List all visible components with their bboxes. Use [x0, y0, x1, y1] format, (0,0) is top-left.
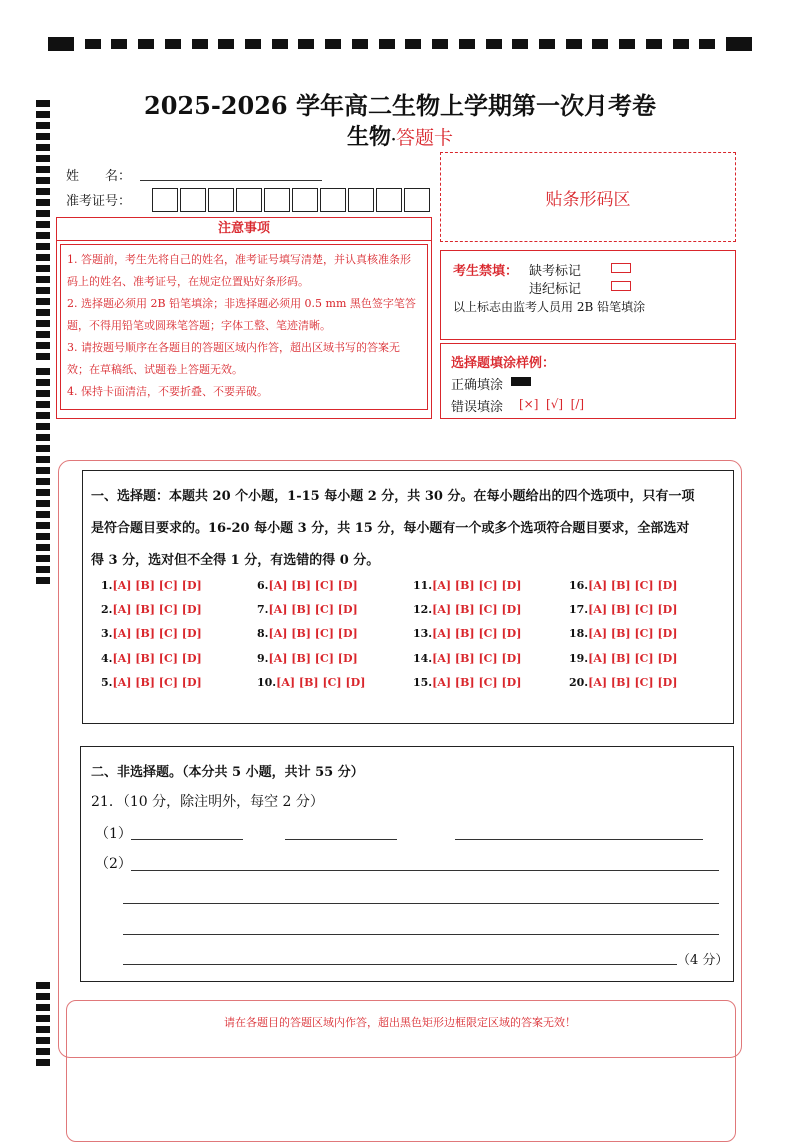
- option-bubbles[interactable]: [A] [B] [C] [D]: [588, 627, 678, 640]
- option-bubbles[interactable]: [A] [B] [C] [D]: [588, 603, 678, 616]
- option-bubbles[interactable]: [A] [B] [C] [D]: [112, 627, 202, 640]
- q21-part2-label: （2）: [95, 856, 132, 872]
- name-label: 姓 名：: [66, 169, 132, 184]
- question-number: 1.: [101, 579, 113, 592]
- timing-marks-top: [48, 36, 752, 52]
- notice-box: [56, 217, 432, 419]
- option-bubbles[interactable]: [A] [B] [C] [D]: [112, 603, 202, 616]
- notice-item-3: 3. 请按题号顺序在各题目的答题区域内作答，超出区域书写的答案无效；在草稿纸、试题卷上答题无效。: [67, 341, 400, 376]
- question-number: 12.: [413, 603, 433, 616]
- choice-question[interactable]: [413, 627, 521, 640]
- barcode-area: [440, 152, 736, 242]
- choice-question[interactable]: [569, 579, 677, 592]
- q21-part2-line-3[interactable]: [123, 934, 719, 935]
- dot: ·: [391, 132, 396, 148]
- notice-title: 注意事项: [57, 218, 431, 241]
- question-number: 10.: [257, 676, 277, 689]
- correct-label: 正确填涂: [451, 378, 504, 393]
- answer-card-label: 答题卡: [395, 127, 453, 149]
- choice-question[interactable]: [101, 652, 202, 665]
- subtitle: [0, 120, 800, 151]
- option-bubbles[interactable]: [A] [B] [C] [D]: [268, 603, 358, 616]
- question-number: 8.: [257, 627, 269, 640]
- q21-points: （4 分）: [677, 953, 729, 968]
- question-number: 20.: [569, 676, 589, 689]
- choice-instructions-2: 是符合题目要求的。16-20 每小题 3 分，共 15 分，每小题有一个或多个选项符合题目要求，全部选对: [91, 521, 690, 536]
- option-bubbles[interactable]: [A] [B] [C] [D]: [112, 579, 202, 592]
- question-number: 9.: [257, 652, 269, 665]
- wrong-marks: [×] [√] [/]: [519, 397, 585, 411]
- q21-part1-blank-3[interactable]: [455, 839, 703, 840]
- subject: 生物: [347, 124, 392, 150]
- question-number: 14.: [413, 652, 433, 665]
- question-number: 15.: [413, 676, 433, 689]
- choice-instructions-3: 得 3 分，选对但不全得 1 分，有选错的得 0 分。: [91, 553, 380, 568]
- option-bubbles[interactable]: [A] [B] [C] [D]: [588, 676, 678, 689]
- page-title: 2025-2026 学年高二生物上学期第一次月考卷: [144, 91, 656, 120]
- option-bubbles[interactable]: [A] [B] [C] [D]: [432, 603, 522, 616]
- choice-question[interactable]: [257, 676, 365, 689]
- fill-sample-box: [440, 343, 736, 419]
- question-number: 4.: [101, 652, 113, 665]
- choice-question[interactable]: [101, 676, 202, 689]
- option-bubbles[interactable]: [A] [B] [C] [D]: [588, 579, 678, 592]
- option-bubbles[interactable]: [A] [B] [C] [D]: [432, 652, 522, 665]
- timing-marks-left-2: [36, 368, 50, 584]
- choice-question[interactable]: [569, 627, 677, 640]
- footer-note: 请在各题目的答题区域内作答，超出黑色矩形边框限定区域的答案无效！: [224, 1016, 576, 1029]
- proctor-marks-box: [440, 250, 736, 340]
- question-number: 5.: [101, 676, 113, 689]
- q21-header: 21．（10 分，除注明外，每空 2 分）: [91, 794, 324, 810]
- choice-question[interactable]: [569, 652, 677, 665]
- question-number: 11.: [413, 579, 433, 592]
- option-bubbles[interactable]: [A] [B] [C] [D]: [268, 627, 358, 640]
- choice-question[interactable]: [413, 652, 521, 665]
- q21-part2-line-1[interactable]: [131, 870, 719, 871]
- question-number: 19.: [569, 652, 589, 665]
- option-bubbles[interactable]: [A] [B] [C] [D]: [268, 579, 358, 592]
- exam-id-label: 准考证号：: [66, 194, 132, 209]
- question-number: 17.: [569, 603, 589, 616]
- ban-note: 以上标志由监考人员用 2B 铅笔填涂: [453, 300, 646, 314]
- absent-checkbox[interactable]: [611, 263, 631, 273]
- option-bubbles[interactable]: [A] [B] [C] [D]: [268, 652, 358, 665]
- option-bubbles[interactable]: [A] [B] [C] [D]: [432, 579, 522, 592]
- option-bubbles[interactable]: [A] [B] [C] [D]: [432, 676, 522, 689]
- name-input-line[interactable]: [140, 180, 322, 181]
- q21-part2-line-2[interactable]: [123, 903, 719, 904]
- option-bubbles[interactable]: [A] [B] [C] [D]: [276, 676, 366, 689]
- notice-item-2: 2. 选择题必须用 2B 铅笔填涂；非选择题必须用 0.5 mm 黑色签字笔答题，不得用铅笔或圆珠笔答题；字体工整、笔迹清晰。: [67, 297, 416, 332]
- question-number: 18.: [569, 627, 589, 640]
- notice-item-4: 4. 保持卡面清洁，不要折叠、不要弄破。: [67, 385, 268, 398]
- question-number: 7.: [257, 603, 269, 616]
- sample-title: 选择题填涂样例：: [451, 356, 556, 371]
- choice-question[interactable]: [257, 652, 358, 665]
- free-response-title: 二、非选择题。（本分共 5 小题，共计 55 分）: [91, 765, 364, 780]
- question-number: 16.: [569, 579, 589, 592]
- ban-label: 考生禁填：: [453, 264, 519, 279]
- choice-question[interactable]: [101, 603, 202, 616]
- choice-instructions-1: 一、选择题：本题共 20 个小题，1-15 每小题 2 分，共 30 分。在每小题给出的四个选项中，只有一项: [91, 489, 695, 504]
- exam-id-boxes[interactable]: [152, 188, 432, 212]
- wrong-label: 错误填涂: [451, 400, 504, 415]
- choice-question[interactable]: [101, 579, 202, 592]
- barcode-area-label: 贴条形码区: [545, 189, 631, 210]
- choice-question[interactable]: [257, 579, 358, 592]
- correct-fill-mark: [511, 377, 531, 386]
- notice-item-1: 1. 答题前，考生先将自己的姓名，准考证号填写清楚，并认真核准条形码上的姓名、准考证号，在规定位置贴好条形码。: [67, 253, 411, 288]
- choice-section: [82, 470, 734, 724]
- free-response-section: [80, 746, 734, 982]
- choice-question[interactable]: [569, 676, 677, 689]
- choice-question[interactable]: [413, 603, 521, 616]
- option-bubbles[interactable]: [A] [B] [C] [D]: [112, 652, 202, 665]
- q21-part1-blank-1[interactable]: [131, 839, 243, 840]
- q21-part1-label: （1）: [95, 826, 132, 842]
- option-bubbles[interactable]: [A] [B] [C] [D]: [112, 676, 202, 689]
- q21-part2-line-4[interactable]: [123, 964, 677, 965]
- question-number: 13.: [413, 627, 433, 640]
- violation-label: 违纪标记: [529, 282, 582, 297]
- choice-question[interactable]: [413, 676, 521, 689]
- option-bubbles[interactable]: [A] [B] [C] [D]: [588, 652, 678, 665]
- q21-part1-blank-2[interactable]: [285, 839, 397, 840]
- choice-question[interactable]: [413, 579, 521, 592]
- choice-question[interactable]: [569, 603, 677, 616]
- question-number: 3.: [101, 627, 113, 640]
- absent-label: 缺考标记: [529, 264, 582, 279]
- question-number: 2.: [101, 603, 113, 616]
- choice-question[interactable]: [101, 627, 202, 640]
- violation-checkbox[interactable]: [611, 281, 631, 291]
- choice-question[interactable]: [257, 603, 358, 616]
- question-number: 6.: [257, 579, 269, 592]
- choice-question[interactable]: [257, 627, 358, 640]
- option-bubbles[interactable]: [A] [B] [C] [D]: [432, 627, 522, 640]
